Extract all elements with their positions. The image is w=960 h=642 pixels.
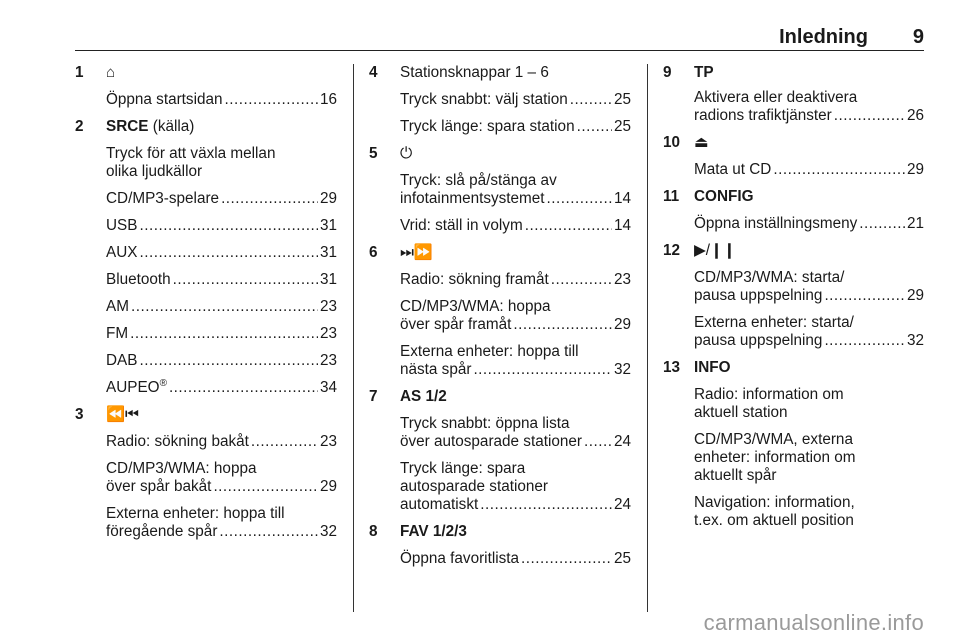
entry-number: 2 xyxy=(75,118,84,135)
button-label: SRCE xyxy=(106,118,149,135)
entry-4: 4 Stationsknappar 1 – 6 Tryck snabbt: välj station ..... 25 Tryck länge: spara station ..... 25 xyxy=(369,64,631,136)
index-line: AUPEO® ..... 34 xyxy=(106,379,337,397)
entry-5: 5 ⏻ Tryck: slå på/stänga av infotainmentsystemet ..... 14 Vrid: ställ in volym ..... 14 xyxy=(369,145,631,235)
index-line: AM ..... 23 xyxy=(106,298,337,316)
index-line: Radio: sökning framåt ..... 23 xyxy=(400,271,631,289)
index-block: Aktivera eller deaktivera radions trafiktjänster ..... 26 xyxy=(694,89,924,125)
index-line: CD/MP3-spelare ..... 29 xyxy=(106,190,337,208)
index-block: CD/MP3/WMA: hoppa över spår framåt ..... 29 xyxy=(400,298,631,334)
entry-1 xyxy=(75,64,337,109)
index-block: Tryck snabbt: öppna lista över autosparade stationer ..... 24 xyxy=(400,415,631,451)
index-block: Externa enheter: starta/ pausa uppspelning ..... 32 xyxy=(694,314,924,350)
description: Radio: information om aktuell station xyxy=(694,386,844,421)
button-label: FAV 1/2/3 xyxy=(400,523,467,540)
seek-back-icon: ⏪⏮ xyxy=(106,406,139,423)
index-line: USB ..... 31 xyxy=(106,217,337,235)
button-label: CONFIG xyxy=(694,188,754,205)
index-block: CD/MP3/WMA: hoppa över spår bakåt ..... 29 xyxy=(106,460,337,496)
index-line: Mata ut CD ..... 29 xyxy=(694,161,924,179)
index-line: Bluetooth ..... 31 xyxy=(106,271,337,289)
index-line: AUX ..... 31 xyxy=(106,244,337,262)
description: CD/MP3/WMA, externa enheter: information om aktuellt spår xyxy=(694,431,856,484)
column-1 xyxy=(75,64,337,541)
entry-9: 9 TP Aktivera eller deaktivera radions trafiktjänster ..... 26 xyxy=(663,64,924,125)
column-divider-1 xyxy=(353,64,354,612)
button-label: Stationsknappar 1 – 6 xyxy=(400,64,549,81)
seek-forward-icon: ⏭⏩ xyxy=(400,244,433,261)
header-rule xyxy=(75,50,924,51)
index-block: Tryck länge: spara autosparade stationer automatiskt ..... 24 xyxy=(400,460,631,514)
column-3 xyxy=(663,64,924,530)
description: Tryck för att växla mellan olika ljudkällor xyxy=(106,145,276,180)
index-line: Öppna favoritlista ..... 25 xyxy=(400,550,631,568)
page-header xyxy=(75,26,924,48)
index-line: Radio: sökning bakåt ..... 23 xyxy=(106,433,337,451)
description: Navigation: information, t.ex. om aktuell position xyxy=(694,494,855,529)
entry-3 xyxy=(75,406,337,541)
index-block: CD/MP3/WMA: starta/ pausa uppspelning ..... 29 xyxy=(694,269,924,305)
entry-12: 12 ▶/❙❙ CD/MP3/WMA: starta/ pausa uppspelning ..... 29 Externa enheter: starta/ pausa uppspelning ..... 32 xyxy=(663,242,924,350)
index-block: Externa enheter: hoppa till föregående spår ..... 32 xyxy=(106,505,337,541)
entry-6: 6 ⏭⏩ Radio: sökning framåt ..... 23 CD/MP3/WMA: hoppa över spår framåt ..... 29 Externa enheter: hoppa till nästa spår ..... 32 xyxy=(369,244,631,379)
entry-8: 8 FAV 1/2/3 Öppna favoritlista ..... 25 xyxy=(369,523,631,568)
entry-10: 10 ⏏ Mata ut CD ..... 29 xyxy=(663,134,924,179)
play-pause-icon: ▶/❙❙ xyxy=(694,242,736,259)
page-ref: 16 xyxy=(319,91,337,108)
index-line: Tryck snabbt: välj station ..... 25 xyxy=(400,91,631,109)
index-block: Tryck: slå på/stänga av infotainmentsystemet ..... 14 xyxy=(400,172,631,208)
entry-number: 1 xyxy=(75,64,84,81)
entry-7: 7 AS 1/2 Tryck snabbt: öppna lista över autosparade stationer ..... 24 Tryck länge: spara autosparade stationer automatiskt ..... 24 xyxy=(369,388,631,514)
column-2 xyxy=(369,64,631,568)
home-icon: ⌂ xyxy=(106,64,116,81)
entry-2: 2 SRCE (källa) Tryck för att växla mellan olika ljudkällor CD/MP3-spelare ..... 29 USB ..... 31 AUX ..... 31 Bluetooth ..... 31 AM ..... 23 FM ..... 23 DAB ..... 23 AUPEO® ..... 34 xyxy=(75,118,337,397)
entry-13: 13 INFO Radio: information om aktuell station CD/MP3/WMA, externa enheter: information om aktuellt spår Navigation: information, t.ex. om aktuell position xyxy=(663,359,924,530)
index-line: Tryck länge: spara station ..... 25 xyxy=(400,118,631,136)
index-block: Externa enheter: hoppa till nästa spår ..... 32 xyxy=(400,343,631,379)
watermark: carmanualsonline.info xyxy=(703,610,924,635)
index-line: Öppna startsidan ..... 16 xyxy=(106,91,337,109)
index-line: Vrid: ställ in volym ..... 14 xyxy=(400,217,631,235)
index-line: FM ..... 23 xyxy=(106,325,337,343)
column-divider-2 xyxy=(647,64,648,612)
button-label: INFO xyxy=(694,359,731,376)
page-number: 9 xyxy=(912,26,924,48)
entry-number: 3 xyxy=(75,406,84,423)
index-line: DAB ..... 23 xyxy=(106,352,337,370)
button-label: AS 1/2 xyxy=(400,388,447,405)
entry-11: 11 CONFIG Öppna inställningsmeny ..... 21 xyxy=(663,188,924,233)
page-title: Inledning xyxy=(779,26,868,48)
index-line: Öppna inställningsmeny ..... 21 xyxy=(694,215,924,233)
button-label: TP xyxy=(694,64,714,81)
power-icon: ⏻ xyxy=(400,145,413,162)
eject-icon: ⏏ xyxy=(694,134,709,151)
